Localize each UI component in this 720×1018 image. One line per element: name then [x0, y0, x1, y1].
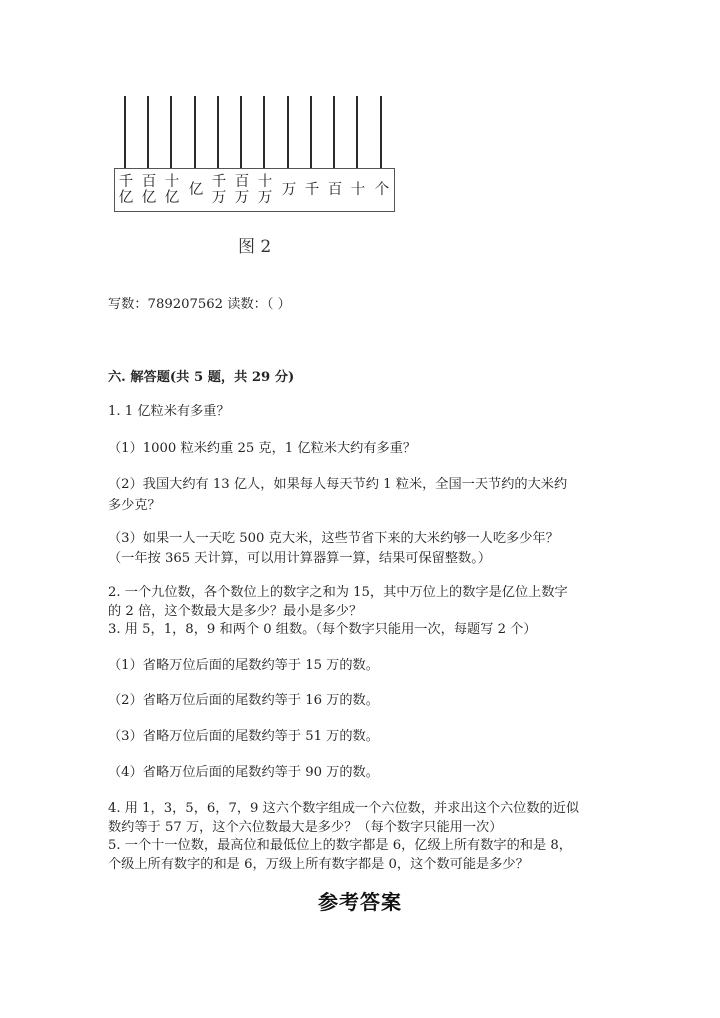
- place-label: 个: [374, 182, 390, 198]
- place-label: 十 亿: [164, 174, 180, 206]
- abacus-place-value-box: [114, 168, 395, 212]
- question-line: （2）省略万位后面的尾数约等于 16 万的数。: [108, 693, 379, 708]
- abacus-rod: [124, 96, 126, 172]
- abacus-rod: [217, 96, 219, 172]
- question-line: 3. 用 5，1，8，9 和两个 0 组数。（每个数字只能用一次，每题写 2 个）: [108, 622, 537, 637]
- abacus-rod: [170, 96, 172, 172]
- question-line: 2. 一个九位数，各个数位上的数字之和为 15，其中万位上的数字是亿位上数字: [108, 585, 568, 600]
- question-line: （3）省略万位后面的尾数约等于 51 万的数。: [108, 729, 379, 744]
- question-line: （2）我国大约有 13 亿人，如果每人每天节约 1 粒米，全国一天节约的大米约: [108, 477, 568, 492]
- question-line: 4. 用 1，3，5，6，7，9 这六个数字组成一个六位数，并求出这个六位数的近似: [108, 801, 580, 816]
- question-line: 5. 一个十一位数，最高位和最低位上的数字都是 6，亿级上所有数字的和是 8，: [108, 838, 572, 853]
- abacus-rod: [380, 96, 382, 172]
- question-line: （3）如果一人一天吃 500 克大米，这些节省下来的大米约够一人吃多少年？: [108, 531, 559, 546]
- abacus-rod: [263, 96, 265, 172]
- place-label: 百: [327, 182, 343, 198]
- abacus-rod: [310, 96, 312, 172]
- abacus-rod: [287, 96, 289, 172]
- question-line: 多少克？: [108, 498, 161, 513]
- place-label: 千: [304, 182, 320, 198]
- section-heading: 六. 解答题(共 5 题，共 29 分): [108, 370, 295, 385]
- abacus-rod: [333, 96, 335, 172]
- question-line: （1）省略万位后面的尾数约等于 15 万的数。: [108, 658, 379, 673]
- place-label: 百 亿: [141, 174, 157, 206]
- write-read-line: 写数：789207562 读数：（ ）: [108, 297, 291, 312]
- abacus-rod: [194, 96, 196, 172]
- question-line: 1. 1 亿粒米有多重？: [108, 404, 230, 419]
- question-line: 个级上所有数字的和是 6，万级上所有数字都是 0，这个数可能是多少？: [108, 857, 529, 872]
- place-label: 百 万: [234, 174, 250, 206]
- place-label: 亿: [188, 182, 204, 198]
- answer-title: 参考答案: [318, 890, 402, 914]
- place-label: 十: [350, 182, 366, 198]
- abacus-rod: [356, 96, 358, 172]
- place-label: 十 万: [257, 174, 273, 206]
- abacus-rod: [240, 96, 242, 172]
- question-line: （4）省略万位后面的尾数约等于 90 万的数。: [108, 765, 379, 780]
- question-line: （一年按 365 天计算，可以用计算器算一算，结果可保留整数。）: [108, 551, 492, 566]
- figure-caption: 图 2: [238, 237, 272, 257]
- place-label: 万: [281, 182, 297, 198]
- place-label: 千 万: [211, 174, 227, 206]
- abacus-figure: [114, 96, 395, 214]
- question-line: 的 2 倍，这个数最大是多少？最小是多少？: [108, 604, 363, 619]
- question-line: 数约等于 57 万，这个六位数最大是多少？（每个数字只能用一次）: [108, 820, 503, 835]
- question-line: （1）1000 粒米约重 25 克，1 亿粒米大约有多重？: [108, 441, 417, 456]
- place-label: 千 亿: [118, 174, 134, 206]
- abacus-rod: [147, 96, 149, 172]
